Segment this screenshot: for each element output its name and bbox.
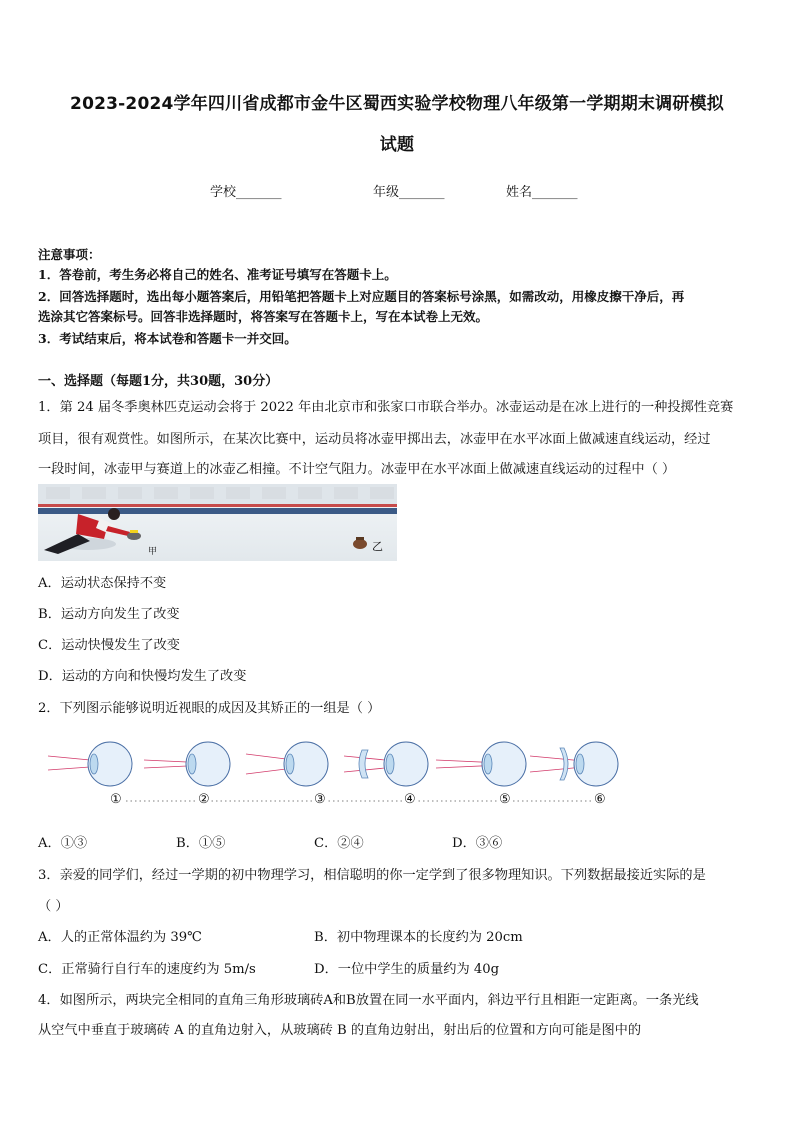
eye-label-2: ② [198,792,210,807]
q4-line2: 从空气中垂直于玻璃砖 A 的直角边射入，从玻璃砖 B 的直角边射出，射出后的位置和方向可能是图中的 [38,1023,642,1038]
notes-heading: 注意事项： [38,247,101,262]
stone-a-label: 甲 [148,547,158,557]
q3-line2: （ ） [38,899,69,914]
name-field: 姓名_______ [506,185,578,200]
eye-label-4: ④ [404,792,416,807]
q2-option-d: D．③⑥ [452,836,503,851]
q3-option-c: C．正常骑行自行车的速度约为 5m/s [38,962,256,977]
q1-line3: 一段时间，冰壶甲与赛道上的冰壶乙相撞。不计空气阻力。冰壶甲在水平冰面上做减速直线运动的过程中（ ） [38,462,676,477]
eye-label-3: ③ [314,792,326,807]
exam-title-line2: 试题 [379,135,415,155]
q4-line1: 4．如图所示，两块完全相同的直角三角形玻璃砖A和B放置在同一水平面内，斜边平行且相距一定距离。一条光线 [38,993,699,1008]
q1-option-c: C．运动快慢发生了改变 [38,638,180,653]
eye-label-5: ⑤ [499,792,511,807]
q1-option-b: B．运动方向发生了改变 [38,607,180,622]
note-1: 1．答卷前，考生务必将自己的姓名、准考证号填写在答题卡上。 [38,267,397,282]
q1-line2: 项目，很有观赏性。如图所示，在某次比赛中，运动员将冰壶甲掷出去，冰壶甲在水平冰面上做减速直线运动，经过 [38,432,711,447]
q2-stem: 2．下列图示能够说明近视眼的成因及其矫正的一组是（ ） [38,701,381,716]
q2-option-b: B．①⑤ [176,836,226,851]
q3-option-d: D．一位中学生的质量约为 40g [314,962,500,977]
q1-option-a: A．运动状态保持不变 [38,576,167,591]
exam-title-line1: 2023-2024学年四川省成都市金牛区蜀西实验学校物理八年级第一学期期末调研模拟 [70,94,724,114]
q2-option-a: A．①③ [38,836,88,851]
stone-b-label: 乙 [372,540,383,553]
q1-line1: 1．第 24 届冬季奥林匹克运动会将于 2022 年由北京市和张家口市联合举办。冰壶运动是在冰上进行的一种投掷性竞赛 [38,400,734,415]
q3-option-b: B．初中物理课本的长度约为 20cm [314,930,523,945]
eye-diagrams [44,734,634,810]
note-3: 3．考试结束后，将本试卷和答题卡一并交回。 [38,331,297,346]
note-2b: 选涂其它答案标号。回答非选择题时，将答案写在答题卡上，写在本试卷上无效。 [38,309,489,324]
grade-field: 年级_______ [373,185,445,200]
q3-option-a: A．人的正常体温约为 39℃ [38,930,202,945]
q2-option-c: C．②④ [314,836,364,851]
q3-line1: 3．亲爱的同学们，经过一学期的初中物理学习，相信聪明的你一定学到了很多物理知识。下列数据最接近实际的是 [38,868,706,883]
school-field: 学校_______ [210,185,282,200]
note-2a: 2．回答选择题时，选出每小题答案后，用铅笔把答题卡上对应题目的答案标号涂黑，如需改动，用橡皮擦干净后，再 [38,289,685,304]
q1-option-d: D．运动的方向和快慢均发生了改变 [38,669,247,684]
curling-photo [38,484,397,561]
eye-label-1: ① [110,792,122,807]
eye-label-6: ⑥ [594,792,606,807]
section-heading: 一、选择题（每题1分，共30题，30分） [38,374,279,389]
